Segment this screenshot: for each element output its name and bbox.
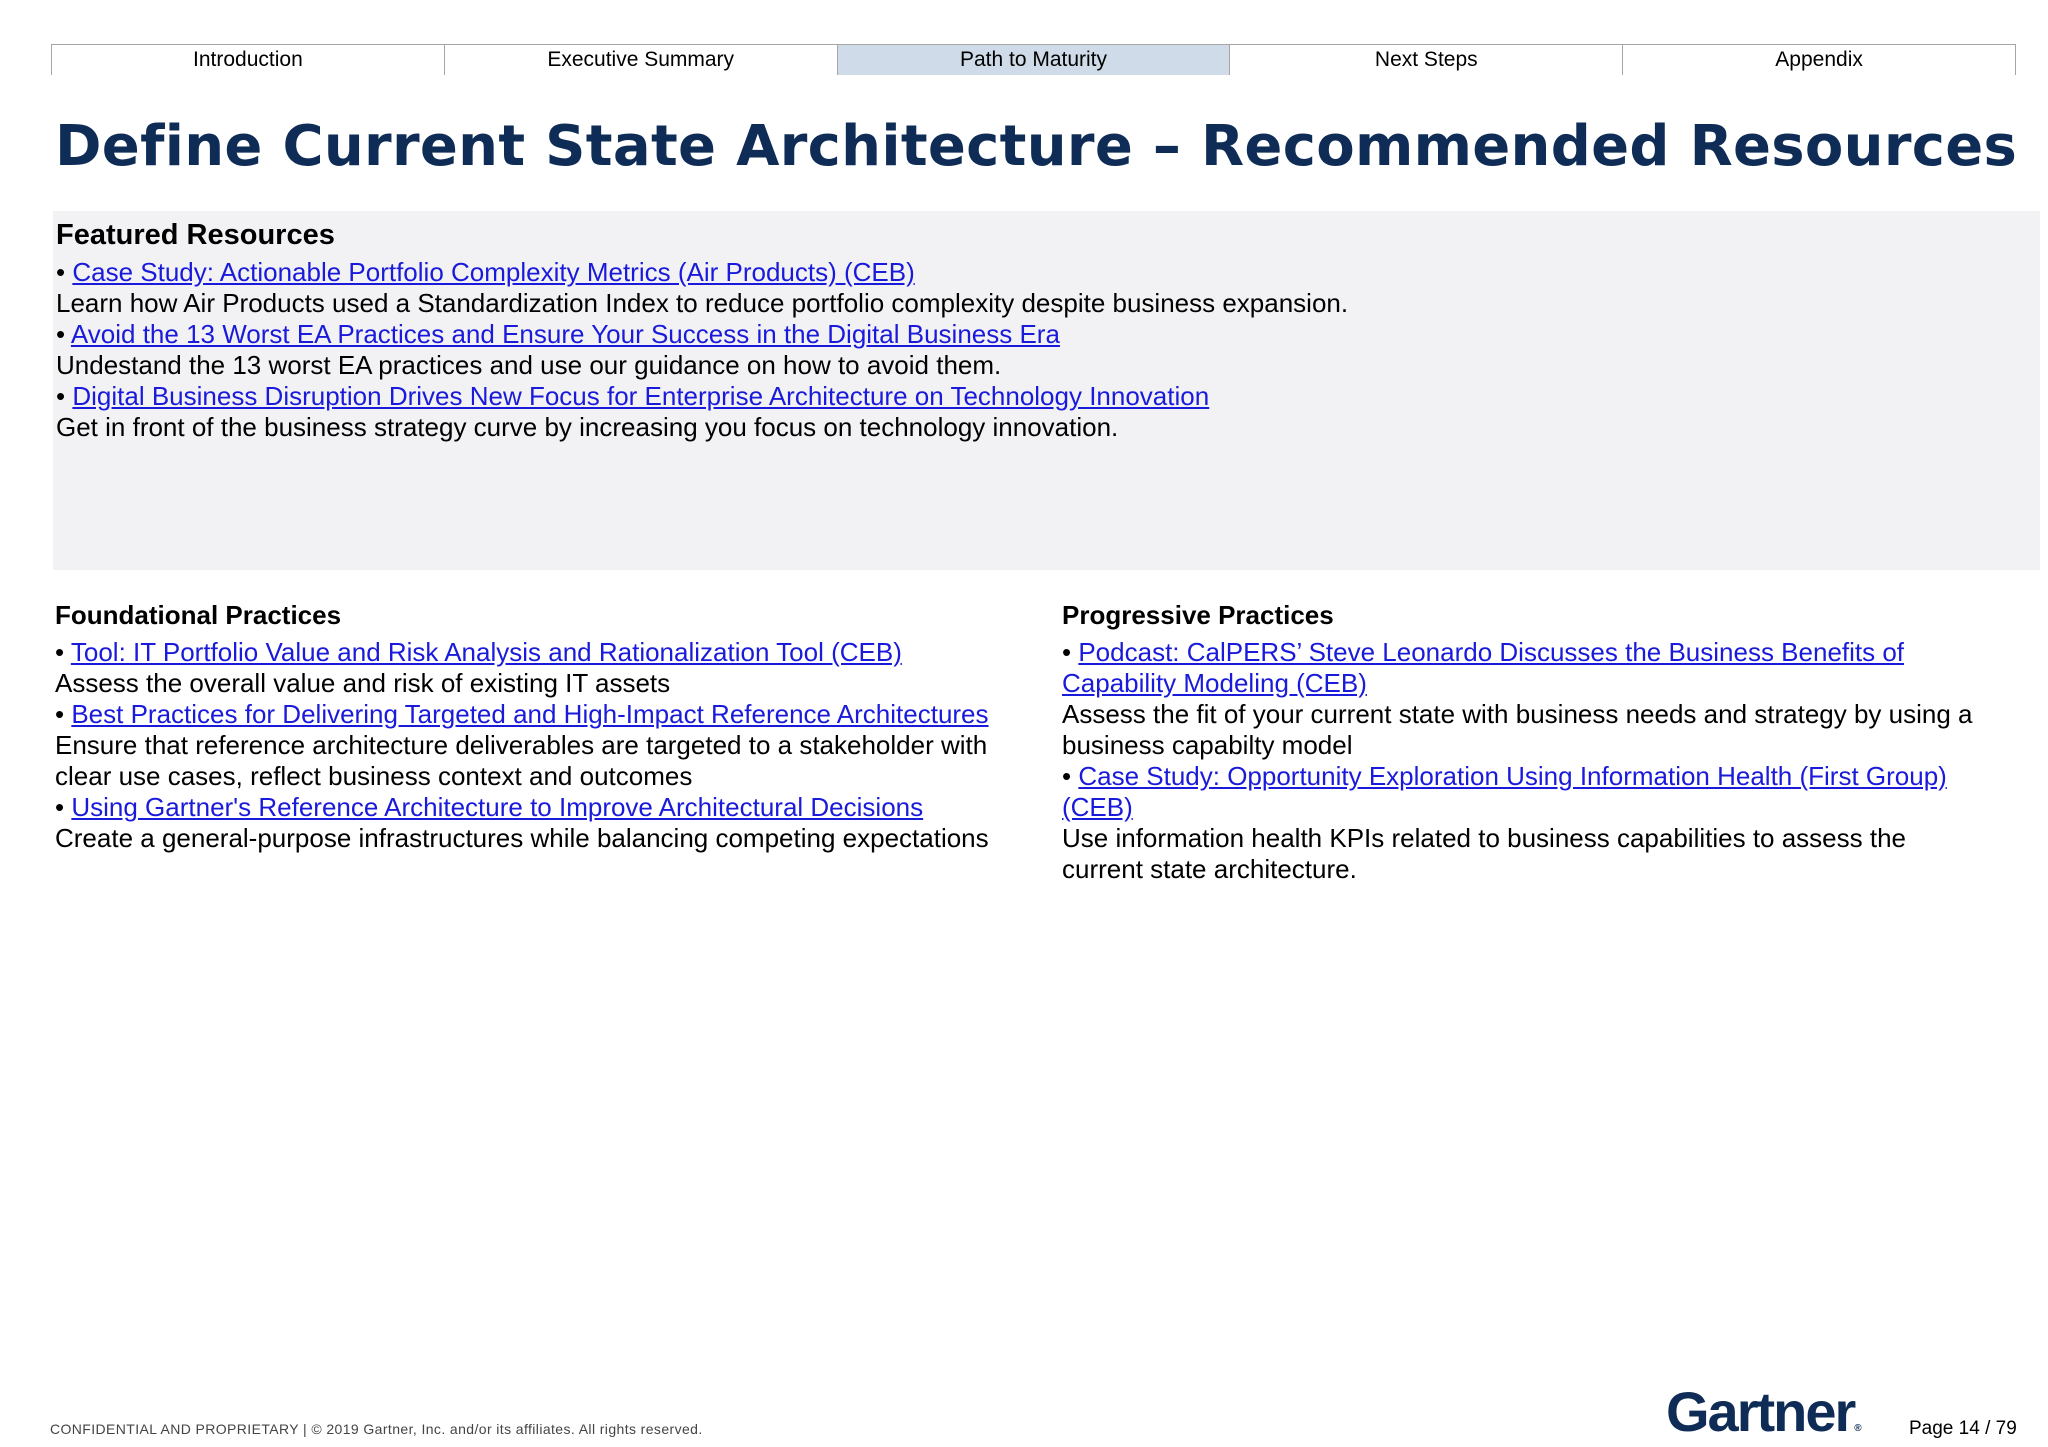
resource-link[interactable]: Best Practices for Delivering Targeted and High-Impact Reference Architectures: [71, 699, 989, 729]
resource-item: [55, 637, 1045, 668]
bullet: •: [55, 699, 65, 729]
resource-link[interactable]: Tool: IT Portfolio Value and Risk Analysis and Rationalization Tool (CEB): [70, 637, 902, 667]
resource-link[interactable]: Using Gartner's Reference Architecture to Improve Architectural Decisions: [71, 792, 924, 822]
bullet: •: [56, 381, 66, 411]
bullet: •: [1062, 637, 1072, 667]
bullet: •: [56, 319, 66, 349]
resource-description: Learn how Air Products used a Standardization Index to reduce portfolio complexity despite business expansion.: [56, 288, 1349, 318]
resource-item: [55, 699, 1045, 730]
resource-item: [1062, 637, 1992, 699]
resource-description: Ensure that reference architecture deliverables are targeted to a stakeholder with clear use cases, reflect business context and outcomes: [55, 730, 988, 791]
resource-description: Assess the overall value and risk of existing IT assets: [55, 668, 671, 698]
tab-label: Appendix: [1775, 48, 1863, 71]
resource-link[interactable]: Case Study: Opportunity Exploration Using Information Health (First Group) (CEB): [1062, 761, 1947, 822]
confidential-notice: CONFIDENTIAL AND PROPRIETARY | © 2019 Gartner, Inc. and/or its affiliates. All rights reserved.: [50, 1421, 703, 1437]
registered-mark: ®: [1854, 1423, 1862, 1434]
resource-description: Assess the fit of your current state with business needs and strategy by using a business capabilty model: [1062, 699, 1973, 760]
resource-item: [1062, 761, 1992, 823]
bullet: •: [55, 792, 65, 822]
resource-link[interactable]: Podcast: CalPERS’ Steve Leonardo Discusses the Business Benefits of Capability Modeling (CEB): [1062, 637, 1905, 698]
resource-link[interactable]: Avoid the 13 Worst EA Practices and Ensure Your Success in the Digital Business Era: [70, 319, 1060, 349]
resource-description: Create a general-purpose infrastructures while balancing competing expectations: [55, 823, 989, 853]
resource-item: [56, 319, 2037, 350]
tab-label: Introduction: [193, 48, 303, 71]
resource-description: Get in front of the business strategy curve by increasing you focus on technology innovation.: [56, 412, 1119, 442]
tab-label: Executive Summary: [547, 48, 735, 71]
foundational-heading: Foundational Practices: [55, 600, 342, 630]
bullet: •: [1062, 761, 1072, 791]
tab-label: Next Steps: [1374, 48, 1478, 71]
section-tab-bar: [51, 44, 2016, 75]
resource-description: Use information health KPIs related to business capabilities to assess the current state architecture.: [1062, 823, 1907, 884]
tab-appendix[interactable]: [1623, 45, 2015, 75]
tab-label: Path to Maturity: [959, 48, 1108, 71]
resource-item: [55, 792, 1045, 823]
progressive-heading: Progressive Practices: [1062, 600, 1334, 630]
resource-link[interactable]: Case Study: Actionable Portfolio Complexity Metrics (Air Products) (CEB): [72, 257, 915, 287]
resource-description: Undestand the 13 worst EA practices and use our guidance on how to avoid them.: [56, 350, 1002, 380]
tab-next-steps[interactable]: [1230, 45, 1623, 75]
page-number: Page 14 / 79: [1909, 1418, 2017, 1439]
tab-path-to-maturity[interactable]: [838, 45, 1231, 75]
featured-resources-panel: [53, 211, 2040, 570]
tab-executive-summary[interactable]: [445, 45, 838, 75]
progressive-practices-column: [1062, 598, 1992, 885]
bullet: •: [55, 637, 65, 667]
gartner-logo: [1666, 1380, 1862, 1443]
bullet: •: [56, 257, 66, 287]
featured-heading: Featured Resources: [56, 219, 335, 251]
resource-link[interactable]: Digital Business Disruption Drives New Focus for Enterprise Architecture on Technology Innovation: [72, 381, 1210, 411]
resource-item: [56, 381, 2037, 412]
foundational-practices-column: [55, 598, 1045, 854]
logo-text: Gartner: [1666, 1380, 1855, 1443]
resource-item: [56, 257, 2037, 288]
tab-introduction[interactable]: [52, 45, 445, 75]
page-title: Define Current State Architecture – Recommended Resources: [55, 114, 2018, 179]
